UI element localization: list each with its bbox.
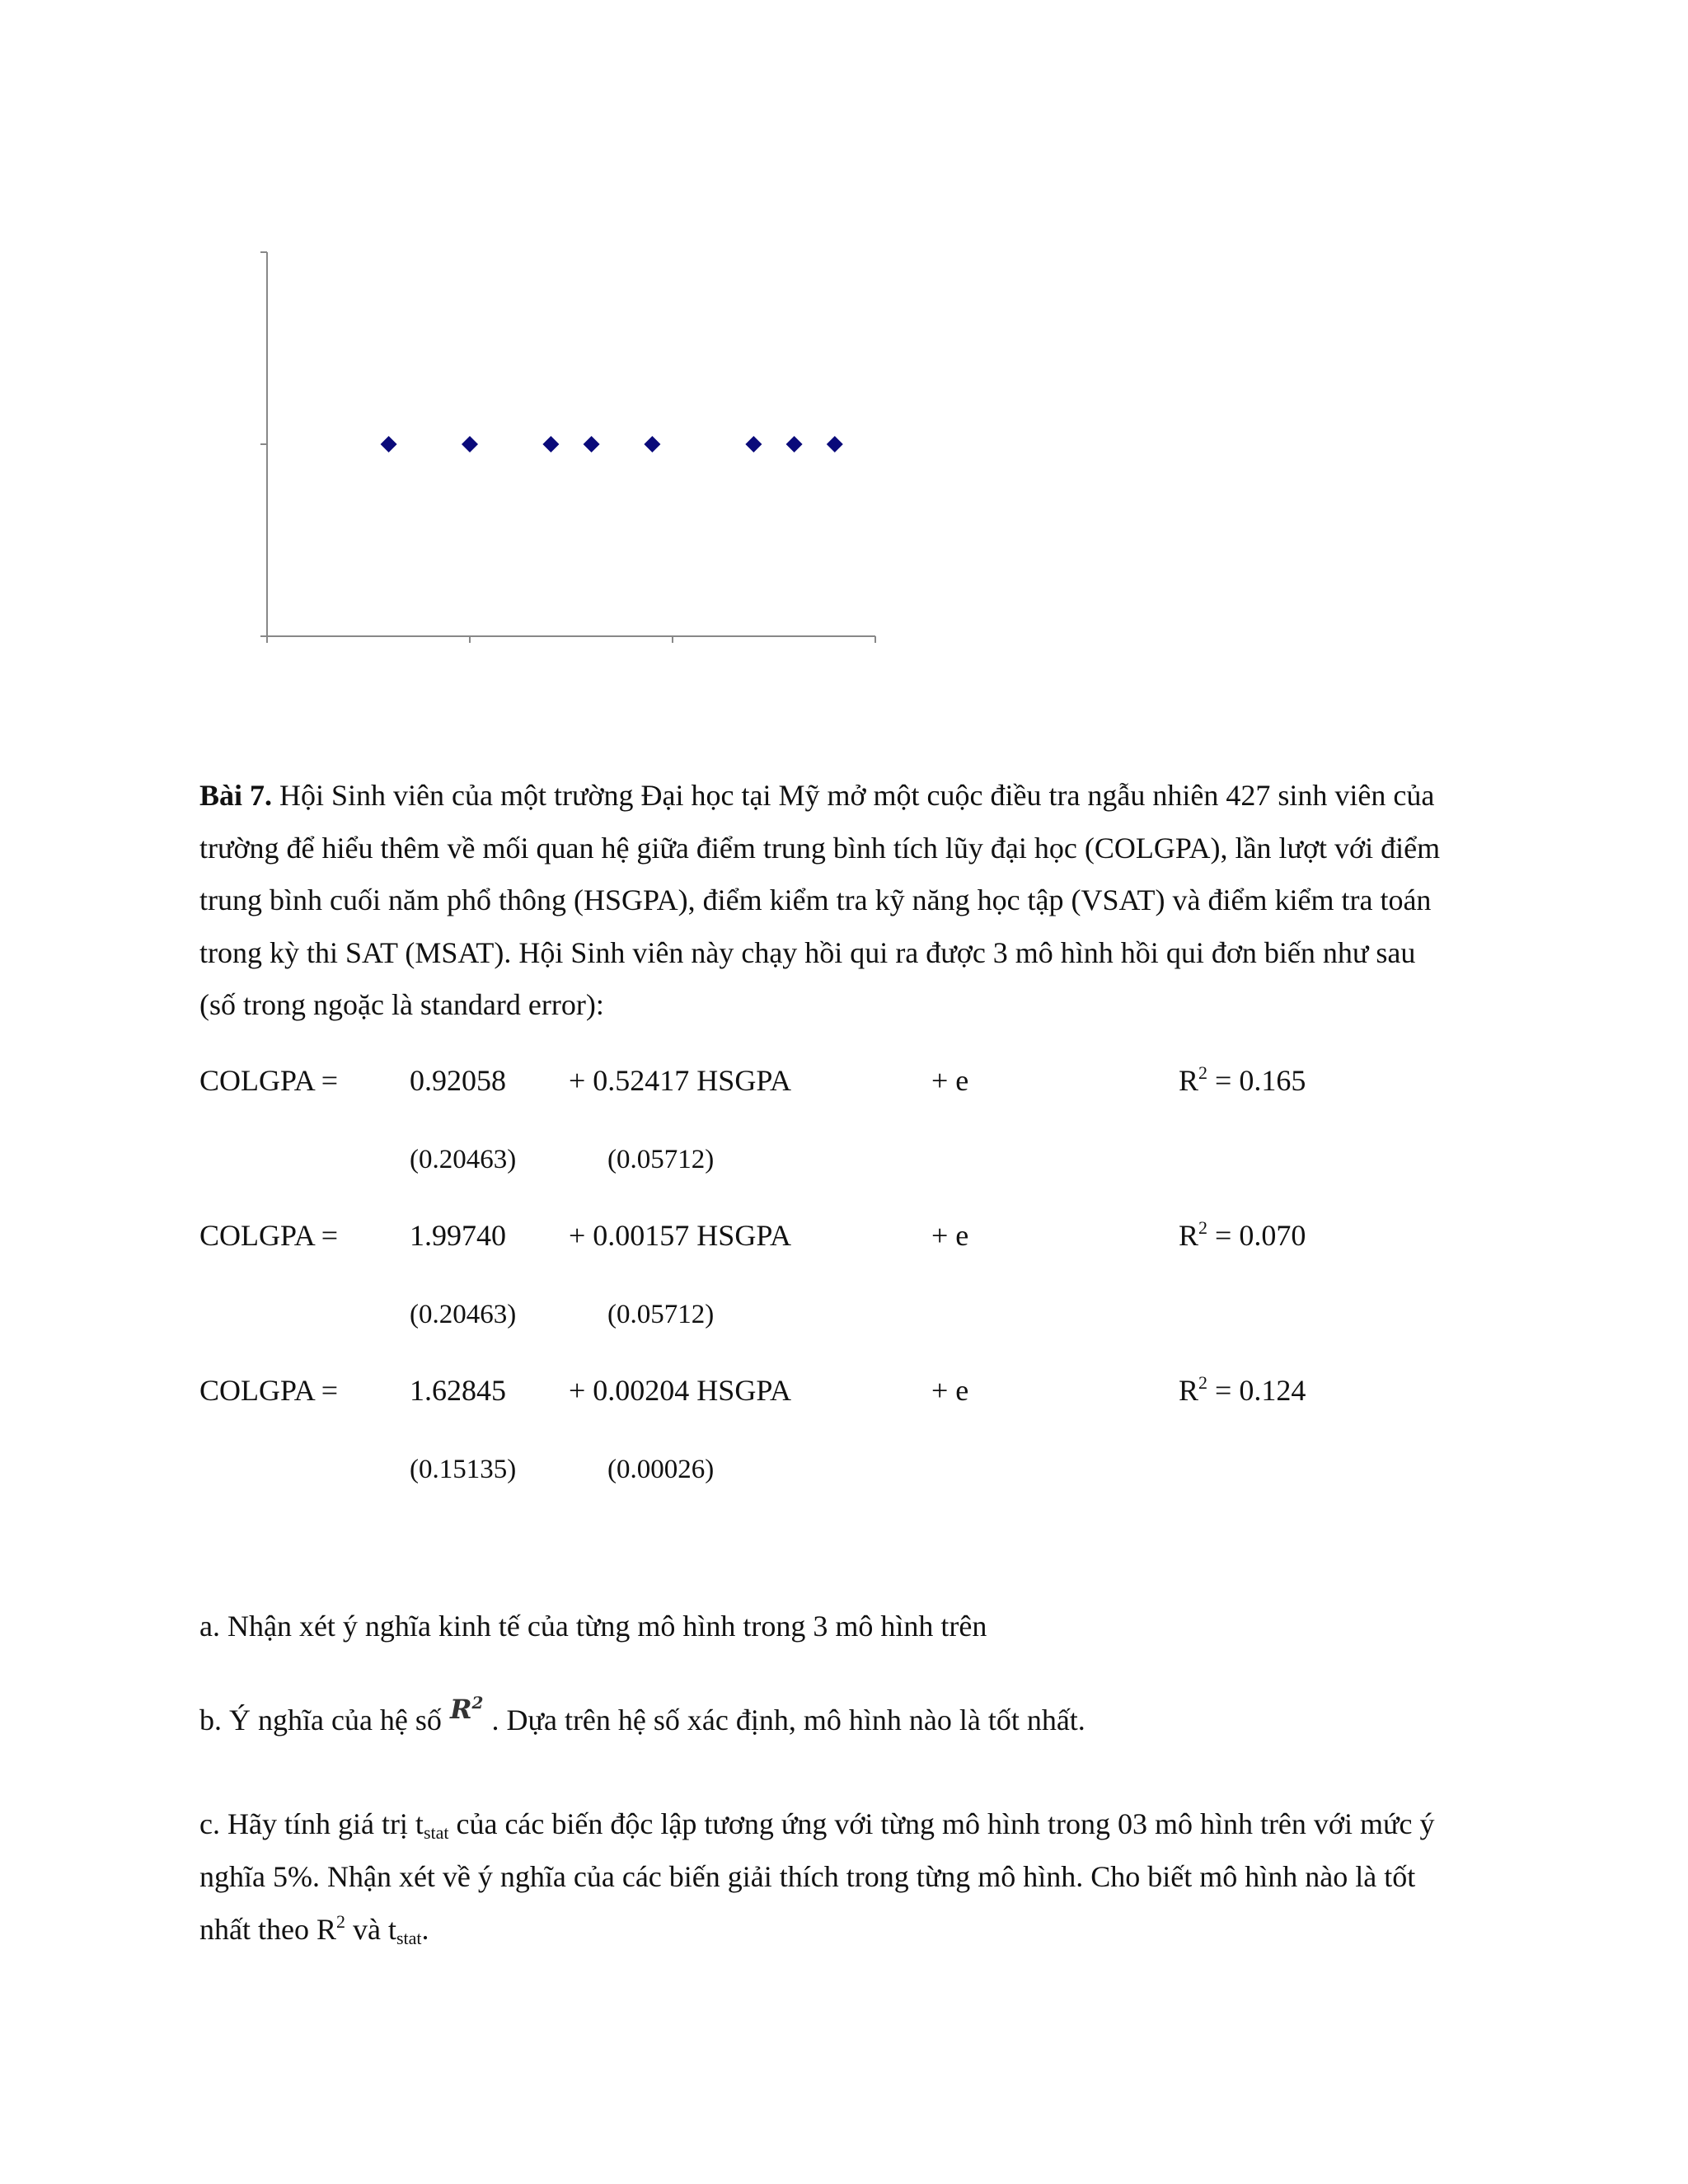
- equation-lhs: COLGPA =: [199, 1219, 339, 1252]
- r2-letter: R: [1179, 1064, 1199, 1097]
- question-c-line-2: nghĩa 5%. Nhận xét về ý nghĩa của các biến giải thích trong từng mô hình. Cho biết mô hình nào là tốt: [199, 1860, 1416, 1893]
- question-a: a. Nhận xét ý nghĩa kinh tế của từng mô hình trong 3 mô hình trên: [199, 1610, 987, 1643]
- se-slope: (0.05712): [607, 1145, 715, 1174]
- t-stat-subscript: stat: [423, 1822, 449, 1843]
- equation-slope-term: + 0.00204 HSGPA: [569, 1374, 792, 1407]
- question-c-text: nhất theo R: [199, 1913, 336, 1946]
- chart-marks: [381, 436, 843, 452]
- equation-slope-term: + 0.00157 HSGPA: [569, 1219, 792, 1252]
- se-intercept: (0.20463): [410, 1145, 517, 1174]
- data-point: [584, 436, 600, 452]
- equation-error-term: + e: [931, 1064, 969, 1097]
- question-b: [199, 1693, 1085, 1737]
- question-b-text-post: . Dựa trên hệ số xác định, mô hình nào là tốt nhất.: [491, 1704, 1085, 1736]
- r2-letter: R: [1179, 1374, 1199, 1407]
- question-c-line-1: [199, 1807, 1434, 1841]
- data-point: [542, 436, 559, 452]
- intro-line-1: [199, 770, 1493, 823]
- question-b-text-pre: b. Ý nghĩa của hệ số: [199, 1704, 442, 1736]
- equation-r-squared: [1179, 1063, 1306, 1098]
- equation-r-squared: [1179, 1218, 1306, 1253]
- data-point: [786, 436, 803, 452]
- intro-line-1-text: Hội Sinh viên của một trường Đại học tại Mỹ mở một cuộc điều tra ngẫu nhiên 427 sinh viên của: [279, 779, 1435, 812]
- equation-intercept: 0.92058: [410, 1064, 506, 1097]
- r2-letter: R: [1179, 1219, 1199, 1252]
- data-point: [381, 436, 397, 452]
- question-c-text: của các biến độc lập tương ứng với từng mô hình trong 03 mô hình trên với mức ý: [448, 1807, 1435, 1840]
- intro-line-2: trường để hiểu thêm về mối quan hệ giữa điểm trung bình tích lũy đại học (COLGPA), lần lượt với điểm: [199, 831, 1441, 865]
- r2-exponent: 2: [1198, 1062, 1208, 1083]
- r2-exponent: 2: [1198, 1372, 1208, 1393]
- r-squared-symbol: [450, 1694, 484, 1725]
- equation-lhs: COLGPA =: [199, 1064, 339, 1097]
- scatter-chart: [247, 239, 890, 651]
- r2-exponent: 2: [1198, 1217, 1208, 1238]
- se-slope: (0.00026): [607, 1455, 715, 1484]
- question-c-line-3: [199, 1912, 429, 1947]
- intro-line-4: trong kỳ thi SAT (MSAT). Hội Sinh viên này chạy hồi qui ra được 3 mô hình hồi qui đơn biến như sau: [199, 935, 1416, 969]
- question-c-text: .: [421, 1913, 429, 1946]
- se-intercept: (0.15135): [410, 1455, 517, 1484]
- t-stat-subscript: stat: [396, 1928, 422, 1948]
- data-point: [644, 436, 660, 452]
- question-c-text: và t: [345, 1913, 396, 1946]
- exercise-number: Bài 7.: [199, 779, 273, 812]
- r-symbol-exponent: 2: [471, 1693, 484, 1713]
- question-c-text: c. Hãy tính giá trị t: [199, 1807, 424, 1840]
- equation-error-term: + e: [931, 1219, 969, 1252]
- se-slope: (0.05712): [607, 1300, 715, 1329]
- chart-axes: [260, 252, 875, 643]
- data-point: [745, 436, 762, 452]
- intro-line-5: (số trong ngoặc là standard error):: [199, 988, 604, 1021]
- r2-value: = 0.070: [1207, 1219, 1306, 1252]
- data-point: [462, 436, 478, 452]
- equation-intercept: 1.99740: [410, 1219, 506, 1252]
- equation-lhs: COLGPA =: [199, 1374, 339, 1407]
- equation-error-term: + e: [931, 1374, 969, 1407]
- intro-line-3: trung bình cuối năm phổ thông (HSGPA), điểm kiểm tra kỹ năng học tập (VSAT) và điểm kiểm tra toán: [199, 883, 1432, 916]
- r2-value: = 0.165: [1207, 1064, 1306, 1097]
- equation-r-squared: [1179, 1373, 1306, 1408]
- exercise-intro: [199, 770, 1493, 1032]
- data-point: [827, 436, 843, 452]
- r2-value: = 0.124: [1207, 1374, 1306, 1407]
- r-symbol-letter: R: [449, 1694, 472, 1725]
- equation-intercept: 1.62845: [410, 1374, 506, 1407]
- equation-slope-term: + 0.52417 HSGPA: [569, 1064, 792, 1097]
- r2-exponent: 2: [335, 1911, 345, 1932]
- se-intercept: (0.20463): [410, 1300, 517, 1329]
